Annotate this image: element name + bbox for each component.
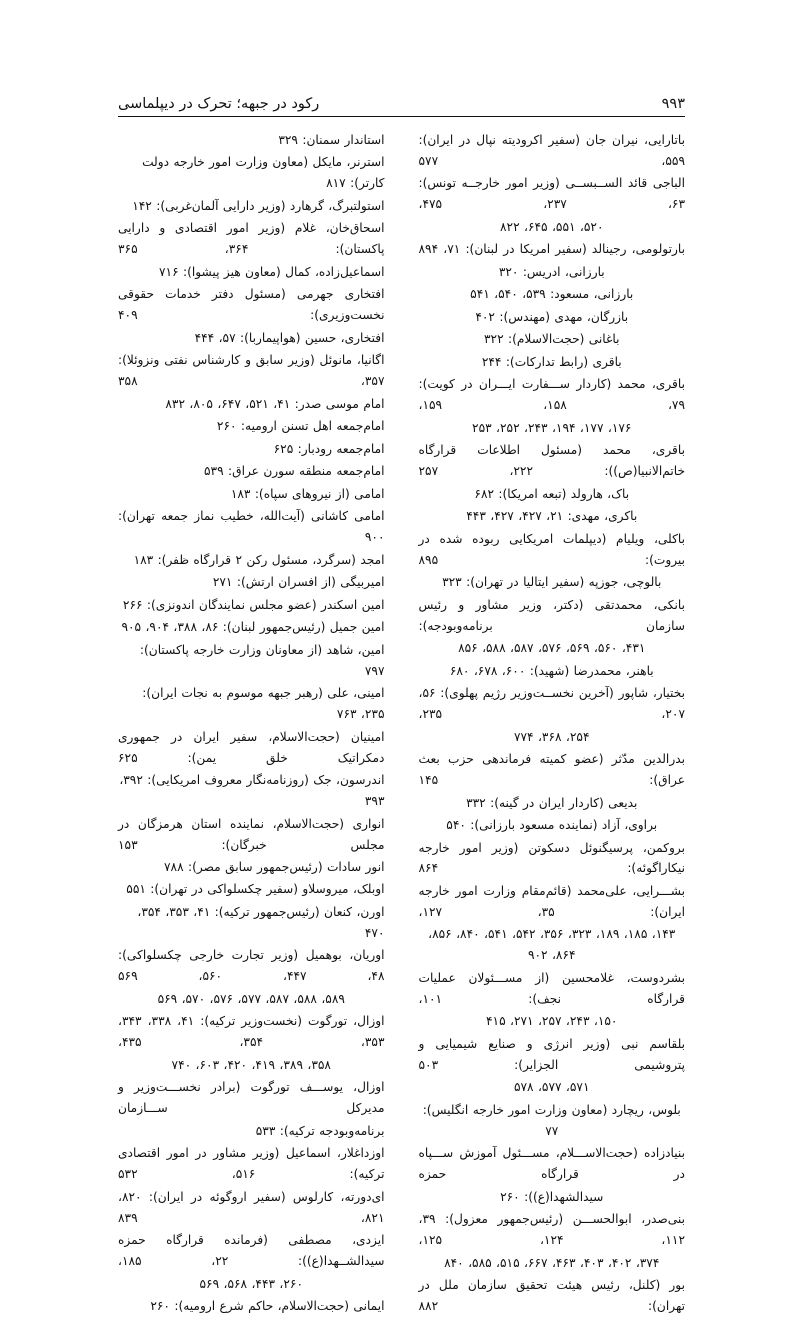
index-entry: اسحاق‌خان، غلام (وزیر امور اقتصادی و دارایی پاکستان): ۳۶۴، ۳۶۵ bbox=[118, 221, 385, 257]
index-entry: امام‌جمعه رودبار: ۶۲۵ bbox=[273, 441, 385, 456]
index-entry: امین، شاهد (از معاونان وزارت خارجه پاکستان): ۷۹۷ bbox=[139, 642, 385, 678]
index-entry: استولتبرگ، گرهارد (وزیر دارایی آلمان‌غربی): ۱۴۲ bbox=[132, 198, 385, 213]
index-entry: بلقاسم نبی (وزیر انرژی و صنایع شیمیایی و پتروشیمی الجزایر): ۵۰۳ bbox=[418, 1036, 685, 1072]
index-entry: امیربیگی (از افسران ارتش): ۲۷۱ bbox=[212, 575, 385, 590]
index-entry: اسماعیل‌زاده، کمال (معاون هیز پیشوا): ۷۱۶ bbox=[158, 264, 385, 279]
index-entry: افتخاری، حسین (هواپیماربا): ۵۷، ۴۴۴ bbox=[194, 330, 385, 345]
index-entry: افتخاری جهرمی (مسئول دفتر خدمات حقوقی نخست‌وزیری): ۴۰۹ bbox=[118, 287, 385, 323]
index-entry: ایزدی، مصطفی (فرمانده قرارگاه حمزه سیدالشــهدا(ع)): ۲۲، ۱۸۵، bbox=[118, 1233, 385, 1269]
index-entry: امامی کاشانی (آیت‌الله، خطیب نماز جمعه تهران): ۹۰۰ bbox=[118, 509, 385, 545]
index-entry: اگانیا، مانوئل (وزیر سابق و کارشناس نفتی ونزوئلا): ۳۵۷، ۳۵۸ bbox=[118, 353, 385, 389]
index-entry: بانکی، محمدتقی (دکتر، وزیر مشاور و رئیس سازمان برنامه‌وبودجه): bbox=[418, 597, 685, 633]
index-entry: ۱۴۳، ۱۸۵، ۱۸۹، ۳۲۳، ۳۵۶، ۵۴۲، ۵۴۱، ۸۴۰، ۸۵۶، ۸۶۴، ۹۰۲ bbox=[428, 927, 676, 963]
index-entry: باتارایی، نیران جان (سفیر اکرودیته نپال در ایران): ۵۵۹، ۵۷۷ bbox=[418, 133, 685, 168]
index-entry: امین اسکندر (عضو مجلس نمایندگان اندونزی): ۲۶۶ bbox=[122, 597, 385, 612]
index-entry: بدیعی (کاردار ایران در گینه): ۳۳۲ bbox=[466, 795, 638, 810]
index-entry: انواری (حجت‌الاسلام، نماینده استان هرمزگان در مجلس خبرگان): ۱۵۳ bbox=[118, 816, 385, 852]
index-entry: اوزال، تورگوت (نخست‌وزیر ترکیه): ۴۱، ۳۳۸، ۳۴۳، ۳۵۳، ۳۵۴، ۴۳۵، bbox=[118, 1014, 385, 1050]
index-entry: انور سادات (رئیس‌جمهور سابق مصر): ۷۸۸ bbox=[164, 859, 385, 874]
index-entry: اوبلک، میروسلاو (سفیر چکسلواکی در تهران): ۵۵۱ bbox=[126, 882, 385, 897]
index-entry: برنامه‌وبودجه ترکیه): ۵۳۳ bbox=[255, 1123, 385, 1138]
index-entry: استاندار سمنان: ۳۲۹ bbox=[278, 133, 385, 147]
index-entry: اورن، کنعان (رئیس‌جمهور ترکیه): ۴۱، ۳۵۳، ۳۵۴، ۴۷۰ bbox=[137, 904, 385, 940]
index-entry: بارتولومی، رجینالد (سفیر امریکا در لبنان): ۷۱، ۸۹۴ bbox=[418, 242, 685, 257]
index-entry: باکلی، ویلیام (دیپلمات امریکایی ربوده شده در بیروت): ۸۹۵ bbox=[418, 531, 685, 567]
index-entry: باهنر، محمدرضا (شهید): ۶۰۰، ۶۷۸، ۶۸۰ bbox=[449, 663, 654, 678]
index-entry: ۲۶۰، ۴۴۳، ۵۶۸، ۵۶۹ bbox=[199, 1276, 303, 1291]
index-entry: بالوچی، جوزپه (سفیر ایتالیا در تهران): ۳۲۳ bbox=[442, 575, 662, 590]
index-entry: بشـــرایی، علی‌محمد (قائم‌مقام وزارت امور خارجه ایران): ۳۵، ۱۲۷، bbox=[418, 883, 685, 919]
running-title: رکود در جبهه؛ تحرک در دیپلماسی bbox=[118, 96, 320, 112]
index-column-left bbox=[418, 130, 686, 1314]
index-entry: ۵۷۱، ۵۷۷، ۵۷۸ bbox=[513, 1080, 590, 1095]
index-entry: امینی، علی (رهبر جبهه موسوم به نجات ایران): ۲۳۵، ۷۶۳ bbox=[142, 686, 385, 722]
index-entry: ۳۷۴، ۴۰۲، ۴۰۳، ۴۶۳، ۶۶۷، ۵۱۵، ۵۸۵، ۸۴۰ bbox=[444, 1255, 660, 1270]
index-entry: بلوس، ریچارد (معاون وزارت امور خارجه انگلیس): ۷۷ bbox=[422, 1102, 681, 1138]
index-entry: الباجی قائد الســبســی (وزیر امور خارجــه تونس): ۶۳، ۲۳۷، ۴۷۵، bbox=[418, 176, 685, 212]
index-entry: سیدالشهدا(ع)): ۲۶۰ bbox=[500, 1189, 604, 1204]
index-entry: ۵۲۰، ۵۵۱، ۶۴۵، ۸۲۲ bbox=[500, 219, 604, 234]
index-entry: بور (کلنل، رئیس هیئت تحقیق سازمان ملل در تهران): ۸۸۲ bbox=[418, 1278, 685, 1314]
index-entry: اوزال، یوســـف تورگوت (برادر نخســـت‌وزیر و مدیرکل ســـازمان bbox=[118, 1080, 385, 1116]
page-header bbox=[118, 86, 685, 117]
index-entry: باقری (رابط تدارکات): ۲۴۴ bbox=[481, 354, 622, 369]
index-column-right bbox=[118, 130, 385, 1314]
page-number: ۹۹۳ bbox=[661, 96, 685, 112]
index-entry: استرنر، مایکل (معاون وزارت امور خارجه دولت کارتر): ۸۱۷ bbox=[142, 155, 385, 191]
index-entry: امین جمیل (رئیس‌جمهور لبنان): ۸۶، ۳۸۸، ۹۰۴، ۹۰۵ bbox=[121, 620, 385, 635]
index-entry: بارزانی، مسعود: ۵۳۹، ۵۴۰، ۵۴۱ bbox=[470, 287, 634, 302]
index-entry: اندرسون، جک (روزنامه‌نگار معروف امریکایی): ۳۹۲، ۳۹۳ bbox=[119, 773, 385, 809]
index-entry: بختیار، شاپور (آخرین نخســت‌وزیر رژیم پهلوی): ۵۶، ۲۰۷، ۲۳۵، bbox=[418, 686, 685, 722]
index-entry: ۳۵۸، ۳۸۹، ۴۱۹، ۴۲۰، ۶۰۳، ۷۴۰ bbox=[171, 1057, 331, 1072]
index-entry: اوزداغلار، اسماعیل (وزیر مشاور در امور اقتصادی ترکیه): ۵۱۶، ۵۳۲ bbox=[118, 1146, 385, 1182]
index-entry: باقری، محمد (مسئول اطلاعات قرارگاه خاتم‌الانبیا(ص)): ۲۲۲، ۲۵۷ bbox=[418, 443, 685, 479]
index-entry: باقری، محمد (کاردار ســـفارت ایـــران در کویت): ۷۹، ۱۵۸، ۱۵۹، bbox=[418, 377, 685, 413]
index-entry: امام‌جمعه منطقه سورن عراق: ۵۳۹ bbox=[204, 464, 385, 479]
index-entry: ۲۵۴، ۳۶۸، ۷۷۴ bbox=[513, 729, 590, 744]
index-entry: بروکمن، پرسیگنوئل دسکوتن (وزیر امور خارجه نیکاراگوئه): ۸۶۴ bbox=[418, 840, 685, 876]
index-entry: بنیادزاده (حجت‌الاســـلام، مســـئول آموزش ســـپاه در قرارگاه حمزه bbox=[418, 1146, 685, 1182]
index-entry: بازرگان، مهدی (مهندس): ۴۰۲ bbox=[475, 309, 629, 324]
index-entry: بشردوست، غلامحسین (از مســـئولان عملیات قرارگاه نجف): ۱۰۱، bbox=[418, 970, 685, 1006]
index-entry: باک، هارولد (تبعه امریکا): ۶۸۲ bbox=[474, 486, 630, 501]
index-entry: ۵۸۹، ۵۸۸، ۵۸۷، ۵۷۷، ۵۷۶، ۵۷۰، ۵۶۹ bbox=[157, 991, 345, 1006]
index-entry: ۱۵۰، ۲۴۳، ۲۵۷، ۲۷۱، ۴۱۵ bbox=[486, 1014, 618, 1029]
index-entry: امامی (از نیروهای سپاه): ۱۸۳ bbox=[230, 486, 385, 501]
index-entry: امجد (سرگرد، مسئول رکن ۲ قرارگاه ظفر): ۱۸۳ bbox=[133, 552, 385, 567]
index-entry: امینیان (حجت‌الاسلام، سفیر ایران در جمهوری دمکراتیک خلق یمن): ۶۲۵ bbox=[118, 729, 385, 765]
index-entry: باغانی (حجت‌الاسلام): ۳۲۲ bbox=[484, 332, 620, 347]
index-entry: اوریان، بوهمیل (وزیر تجارت خارجی چکسلواکی): ۴۸، ۴۴۷، ۵۶۰، ۵۶۹ bbox=[118, 948, 385, 984]
index-entry: بدرالدین مدّثر (عضو کمیته فرماندهی حزب بعث عراق): ۱۴۵ bbox=[418, 752, 685, 788]
index-columns bbox=[118, 130, 686, 1314]
index-entry: ۱۷۶، ۱۷۷، ۱۹۴، ۲۴۳، ۲۵۲، ۲۵۳ bbox=[472, 420, 632, 435]
index-entry: ایمانی (حجت‌الاسلام، حاکم شرع ارومیه): ۲۶۰ bbox=[150, 1299, 385, 1314]
index-entry: امام موسی صدر: ۴۱، ۵۲۱، ۶۴۷، ۸۰۵، ۸۳۲ bbox=[165, 396, 385, 411]
index-entry: ای‌دورته، کارلوس (سفیر اروگوئه در ایران): ۸۲۰، ۸۲۱، ۸۳۹ bbox=[118, 1189, 385, 1225]
index-entry: براوی، آزاد (نماینده مسعود بارزانی): ۵۴۰ bbox=[446, 818, 658, 833]
index-entry: امام‌جمعه اهل تسنن ارومیه: ۲۶۰ bbox=[216, 419, 385, 434]
index-entry: ۴۳۱، ۵۶۰، ۵۶۹، ۵۷۶، ۵۸۷، ۵۸۸، ۸۵۶ bbox=[458, 641, 646, 656]
index-entry: باکری، مهدی: ۲۱، ۴۲۷، ۴۲۷، ۴۴۳ bbox=[466, 509, 638, 524]
index-entry: بنی‌صدر، ابوالحســـن (رئیس‌جمهور معزول): ۳۹، ۱۱۲، ۱۲۴، ۱۲۵، bbox=[418, 1212, 686, 1248]
index-entry: بارزانی، ادریس: ۳۲۰ bbox=[498, 264, 605, 279]
